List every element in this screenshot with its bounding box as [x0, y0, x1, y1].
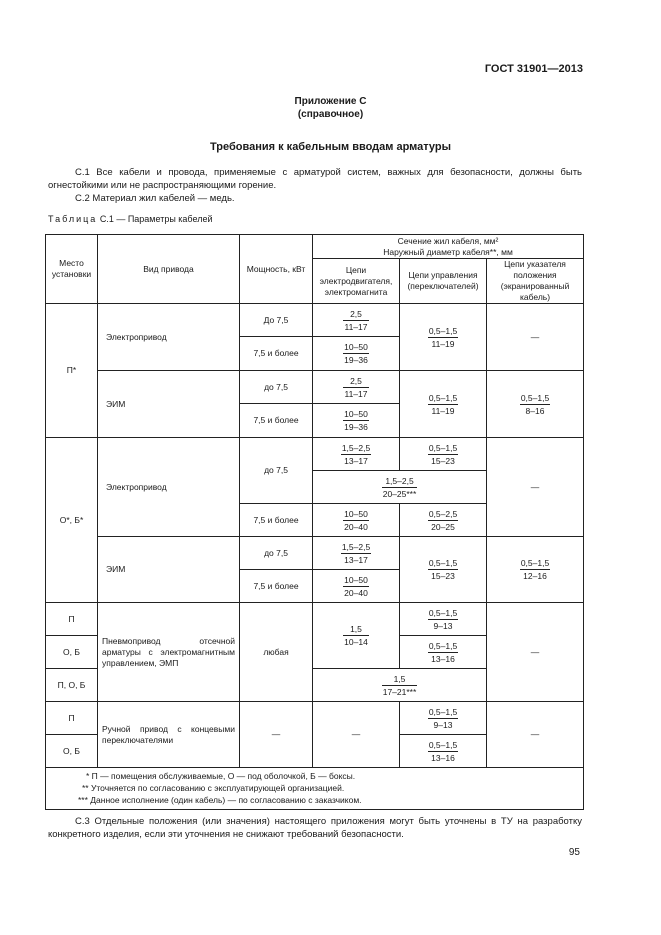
fraction: $\frac{0,5-1,5}{12-16}$ [520, 558, 550, 581]
cell-motor [313, 438, 400, 471]
cell-indicator [487, 371, 584, 438]
cell-single-cable [313, 471, 487, 504]
cell-motor [313, 404, 400, 438]
fraction: $\frac{10-50}{19-36}$ [344, 409, 368, 432]
header-location: Место установки [46, 235, 98, 304]
table-row [46, 304, 584, 337]
cell-indicator: — [487, 438, 584, 537]
fraction: $\frac{0,5-1,5}{15-23}$ [428, 558, 458, 581]
cell-motor [313, 537, 400, 570]
fraction: $\frac{0,5-1,5}{13-16}$ [428, 640, 458, 664]
cell-control [400, 636, 487, 669]
cell-motor [313, 337, 400, 371]
fraction: $\frac{10-50}{20-40}$ [344, 574, 368, 598]
cell-control [400, 304, 487, 371]
cell-drive: ЭИМ [98, 537, 240, 603]
cell-location: О, Б [46, 735, 98, 768]
table-row [46, 438, 584, 471]
fraction: $\frac{1,5}{10-14}$ [344, 624, 368, 647]
table-row [46, 702, 584, 735]
cell-control [400, 537, 487, 603]
footnote-3: *** Данное исполнение (один кабель) — по согласованию с заказчиком. [78, 795, 362, 805]
cell-drive: Ручной привод с концевыми переключателями [98, 702, 240, 768]
fraction: $\frac{1,5-2,5}{13-17}$ [341, 442, 371, 466]
fraction: $\frac{0,5-1,5}{11-19}$ [428, 325, 458, 349]
cell-motor [313, 570, 400, 603]
cell-control [400, 371, 487, 438]
fraction: $\frac{0,5-1,5}{11-19}$ [428, 392, 458, 416]
cell-control [400, 702, 487, 735]
appendix-subtitle: (справочное) [297, 109, 364, 120]
page-number: 95 [568, 847, 580, 858]
table-row [46, 537, 584, 570]
cell-power: 7,5 и более [240, 504, 313, 537]
fraction: $\frac{2,5}{11-17}$ [344, 308, 368, 332]
table-caption-text: С.1 — Параметры кабелей [99, 214, 213, 224]
appendix-heading [0, 95, 661, 121]
cell-indicator: — [487, 603, 584, 702]
paragraph-c2: С.2 Материал жил кабелей — медь. [75, 193, 235, 204]
fraction: $\frac{1,5-2,5}{13-17}$ [341, 541, 371, 565]
header-drive: Вид привода [98, 235, 240, 304]
fraction: $\frac{0,5-1,5}{15-23}$ [428, 442, 458, 466]
cell-power: 7,5 и более [240, 404, 313, 438]
fraction: $\frac{10-50}{20-40}$ [344, 508, 368, 532]
header-power: Мощность, кВт [240, 235, 313, 304]
fraction: $\frac{0,5-1,5}{9-13}$ [428, 607, 458, 631]
cell-power: до 7,5 [240, 537, 313, 570]
cell-drive: ЭИМ [98, 371, 240, 438]
paragraph-c1: С.1 Все кабели и провода, применяемые с арматурой систем, важных для безопасности, должны быть огнестойкими или не распространяющими горение. [48, 167, 582, 191]
cell-location: П, О, Б [46, 669, 98, 702]
cell-power: любая [240, 603, 313, 702]
header-section-top: Сечение жил кабеля, мм² [397, 235, 499, 246]
cell-power: до 7,5 [240, 438, 313, 504]
cell-drive: Электропривод [98, 438, 240, 537]
table-header-row [46, 235, 584, 259]
cell-location: П* [46, 304, 98, 438]
fraction: $\frac{1,5-2,5}{20-25***}$ [382, 475, 417, 499]
cell-drive: Электропривод [98, 304, 240, 371]
section-title: Требования к кабельным вводам арматуры [210, 141, 451, 153]
header-control-circuits: Цепи управления (переключателей) [400, 259, 487, 304]
fraction: $\frac{2,5}{11-17}$ [344, 375, 368, 399]
fraction: $\frac{0,5-2,5}{20-25}$ [428, 508, 458, 532]
fraction: $\frac{0,5-1,5}{9-13}$ [428, 706, 458, 730]
cell-location: О, Б [46, 636, 98, 669]
header-section [313, 235, 584, 259]
cables-table [45, 234, 584, 810]
cell-motor [313, 371, 400, 404]
standard-number: ГОСТ 31901—2013 [484, 63, 583, 75]
appendix-title: Приложение С [294, 96, 367, 107]
table-footnotes [46, 768, 584, 810]
cell-motor [313, 504, 400, 537]
cell-location: П [46, 603, 98, 636]
cell-location: П [46, 702, 98, 735]
table-caption-label: Таблица [48, 214, 98, 224]
fraction: $\frac{0,5-1,5}{13-16}$ [428, 739, 458, 763]
cell-control [400, 438, 487, 471]
cell-location: О*, Б* [46, 438, 98, 603]
cell-power: 7,5 и более [240, 337, 313, 371]
cell-indicator: — [487, 304, 584, 371]
footnote-1: * П — помещения обслуживаемые, О — под оболочкой, Б — боксы. [86, 771, 356, 781]
cell-power: 7,5 и более [240, 570, 313, 603]
fraction: $\frac{10-50}{19-36}$ [344, 342, 368, 365]
cell-power: До 7,5 [240, 304, 313, 337]
header-indicator-circuits: Цепи указателя положения (экранированный кабель) [487, 259, 584, 304]
table-footnotes-row [46, 768, 584, 810]
cell-indicator: — [487, 702, 584, 768]
header-section-sub: Наружный диаметр кабеля**, мм [383, 246, 513, 257]
fraction: $\frac{1,5}{17-21***}$ [382, 673, 417, 697]
cell-drive: Пневмопривод отсечной арматуры с электромагнитным управлением, ЭМП [98, 603, 240, 702]
cell-motor [313, 304, 400, 337]
table-row [46, 603, 584, 636]
cell-control [400, 603, 487, 636]
table-caption [48, 214, 212, 224]
cell-power: — [240, 702, 313, 768]
header-motor-circuits: Цепи электродвигателя, электромагнита [313, 259, 400, 304]
cell-power: до 7,5 [240, 371, 313, 404]
cell-control [400, 504, 487, 537]
cell-motor: — [313, 702, 400, 768]
table-row [46, 371, 584, 404]
cell-control [400, 735, 487, 768]
footnote-2: ** Уточняется по согласованию с эксплуатирующей организацией. [82, 783, 345, 793]
cell-indicator [487, 537, 584, 603]
fraction: $\frac{0,5-1,5}{8-16}$ [520, 392, 550, 416]
cell-single-cable [313, 669, 487, 702]
paragraph-c3: С.3 Отдельные положения (или значения) настоящего приложения могут быть уточнены в ТУ на разработку конкретного изделия, если эти уточнения не снижают требований безопасности. [48, 816, 582, 840]
cell-motor [313, 603, 400, 669]
